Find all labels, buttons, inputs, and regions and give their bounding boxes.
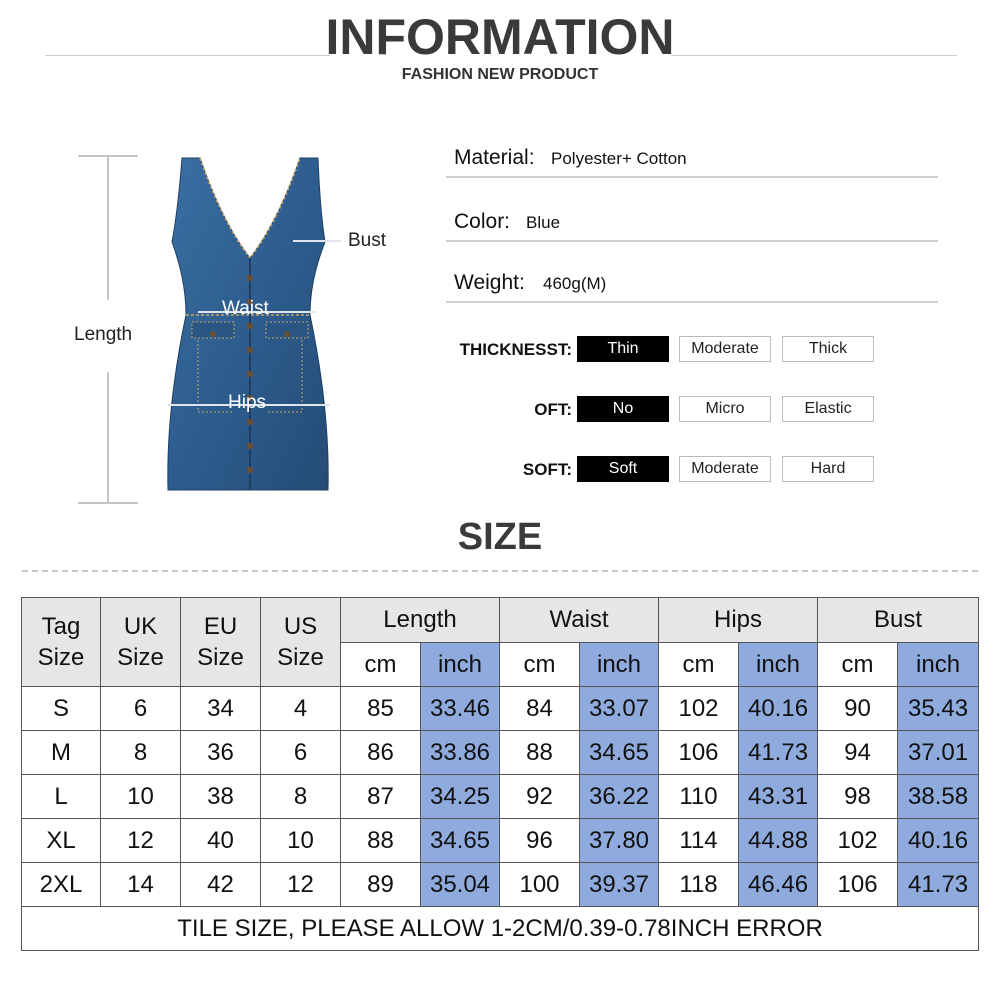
color-value: Blue <box>526 213 561 232</box>
table-cell: 8 <box>261 775 341 819</box>
size-divider <box>22 570 978 572</box>
table-cell: 44.88 <box>739 819 818 863</box>
hips-label: Hips <box>228 392 267 413</box>
size-table <box>21 597 979 951</box>
page-subtitle: FASHION NEW PRODUCT <box>401 66 599 83</box>
table-cell: S <box>22 687 101 731</box>
table-cell: 35.43 <box>898 687 979 731</box>
table-cell: 43.31 <box>739 775 818 819</box>
length-cm-header: cm <box>341 643 421 687</box>
material-value: Polyester+ Cotton <box>551 149 687 168</box>
table-cell: 33.07 <box>580 687 659 731</box>
thickness-option-thin[interactable]: Thin <box>577 336 669 362</box>
color-row <box>446 210 938 242</box>
table-cell: 36 <box>181 731 261 775</box>
material-key: Material: <box>454 146 535 169</box>
uk-size-header: UK Size <box>101 598 181 687</box>
table-cell: 37.01 <box>898 731 979 775</box>
thickness-option-moderate[interactable]: Moderate <box>679 336 771 362</box>
hips-cm-header: cm <box>659 643 739 687</box>
length-header: Length <box>341 598 500 643</box>
table-cell: 40.16 <box>739 687 818 731</box>
waist-cm-header: cm <box>500 643 580 687</box>
table-cell: 118 <box>659 863 739 907</box>
bust-label: Bust <box>348 230 387 251</box>
table-cell: 102 <box>659 687 739 731</box>
soft-option-moderate[interactable]: Moderate <box>679 456 771 482</box>
table-cell: 41.73 <box>898 863 979 907</box>
table-cell: 39.37 <box>580 863 659 907</box>
eu-size-header: EU Size <box>181 598 261 687</box>
table-row <box>22 775 979 819</box>
waist-header: Waist <box>500 598 659 643</box>
length-bottom-tick <box>78 502 138 504</box>
length-label: Length <box>74 324 133 345</box>
table-row <box>22 731 979 775</box>
table-cell: 106 <box>818 863 898 907</box>
table-cell: 33.46 <box>421 687 500 731</box>
table-cell: 94 <box>818 731 898 775</box>
stretch-option-no[interactable]: No <box>577 396 669 422</box>
table-cell: 10 <box>101 775 181 819</box>
table-cell: 2XL <box>22 863 101 907</box>
table-cell: 33.86 <box>421 731 500 775</box>
length-line-upper <box>107 155 109 300</box>
table-cell: 89 <box>341 863 421 907</box>
table-cell: 87 <box>341 775 421 819</box>
stretch-label: OFT: <box>534 400 572 419</box>
tolerance-note: TILE SIZE, PLEASE ALLOW 1-2CM/0.39-0.78INCH ERROR <box>22 907 979 951</box>
table-cell: 34 <box>181 687 261 731</box>
table-cell: 38.58 <box>898 775 979 819</box>
table-row <box>22 819 979 863</box>
table-cell: 85 <box>341 687 421 731</box>
table-cell: 90 <box>818 687 898 731</box>
table-row <box>22 863 979 907</box>
weight-row <box>446 271 938 303</box>
bust-cm-header: cm <box>818 643 898 687</box>
stretch-option-elastic[interactable]: Elastic <box>782 396 874 422</box>
table-cell: 6 <box>261 731 341 775</box>
table-footer-row <box>22 907 979 951</box>
tag-size-header: Tag Size <box>22 598 101 687</box>
soft-option-hard[interactable]: Hard <box>782 456 874 482</box>
table-cell: 100 <box>500 863 580 907</box>
table-cell: 38 <box>181 775 261 819</box>
table-cell: 40.16 <box>898 819 979 863</box>
table-cell: 34.25 <box>421 775 500 819</box>
table-header-row <box>22 598 979 643</box>
table-cell: 102 <box>818 819 898 863</box>
soft-label: SOFT: <box>522 460 572 479</box>
table-cell: 8 <box>101 731 181 775</box>
table-cell: 42 <box>181 863 261 907</box>
material-row <box>446 146 938 178</box>
size-section-title: SIZE <box>457 516 543 558</box>
table-cell: 12 <box>261 863 341 907</box>
soft-option-soft[interactable]: Soft <box>577 456 669 482</box>
table-cell: 88 <box>341 819 421 863</box>
table-cell: 106 <box>659 731 739 775</box>
table-cell: 92 <box>500 775 580 819</box>
table-cell: 114 <box>659 819 739 863</box>
table-cell: L <box>22 775 101 819</box>
bust-inch-header: inch <box>898 643 979 687</box>
waist-label: Waist <box>222 298 269 319</box>
hips-header: Hips <box>659 598 818 643</box>
table-row <box>22 687 979 731</box>
bust-line <box>293 240 341 242</box>
table-cell: 34.65 <box>421 819 500 863</box>
length-inch-header: inch <box>421 643 500 687</box>
waist-inch-header: inch <box>580 643 659 687</box>
table-cell: 35.04 <box>421 863 500 907</box>
thickness-label: THICKNESST: <box>459 340 572 359</box>
table-cell: 110 <box>659 775 739 819</box>
table-cell: 84 <box>500 687 580 731</box>
size-rows <box>22 687 979 907</box>
bust-header: Bust <box>818 598 979 643</box>
table-cell: 98 <box>818 775 898 819</box>
table-cell: 46.46 <box>739 863 818 907</box>
table-cell: 12 <box>101 819 181 863</box>
table-cell: 34.65 <box>580 731 659 775</box>
color-key: Color: <box>454 210 511 233</box>
thickness-option-thick[interactable]: Thick <box>782 336 874 362</box>
table-cell: XL <box>22 819 101 863</box>
table-cell: 86 <box>341 731 421 775</box>
table-cell: 10 <box>261 819 341 863</box>
table-cell: 88 <box>500 731 580 775</box>
stretch-option-micro[interactable]: Micro <box>679 396 771 422</box>
table-cell: M <box>22 731 101 775</box>
length-line-lower <box>107 372 109 502</box>
table-cell: 4 <box>261 687 341 731</box>
table-cell: 37.80 <box>580 819 659 863</box>
table-cell: 36.22 <box>580 775 659 819</box>
weight-value: 460g(M) <box>543 274 607 293</box>
table-cell: 40 <box>181 819 261 863</box>
table-cell: 14 <box>101 863 181 907</box>
table-cell: 6 <box>101 687 181 731</box>
weight-key: Weight: <box>454 271 525 294</box>
table-cell: 41.73 <box>739 731 818 775</box>
us-size-header: US Size <box>261 598 341 687</box>
dress-image <box>160 150 340 500</box>
hips-inch-header: inch <box>739 643 818 687</box>
page-title: INFORMATION <box>325 9 675 65</box>
table-cell: 96 <box>500 819 580 863</box>
